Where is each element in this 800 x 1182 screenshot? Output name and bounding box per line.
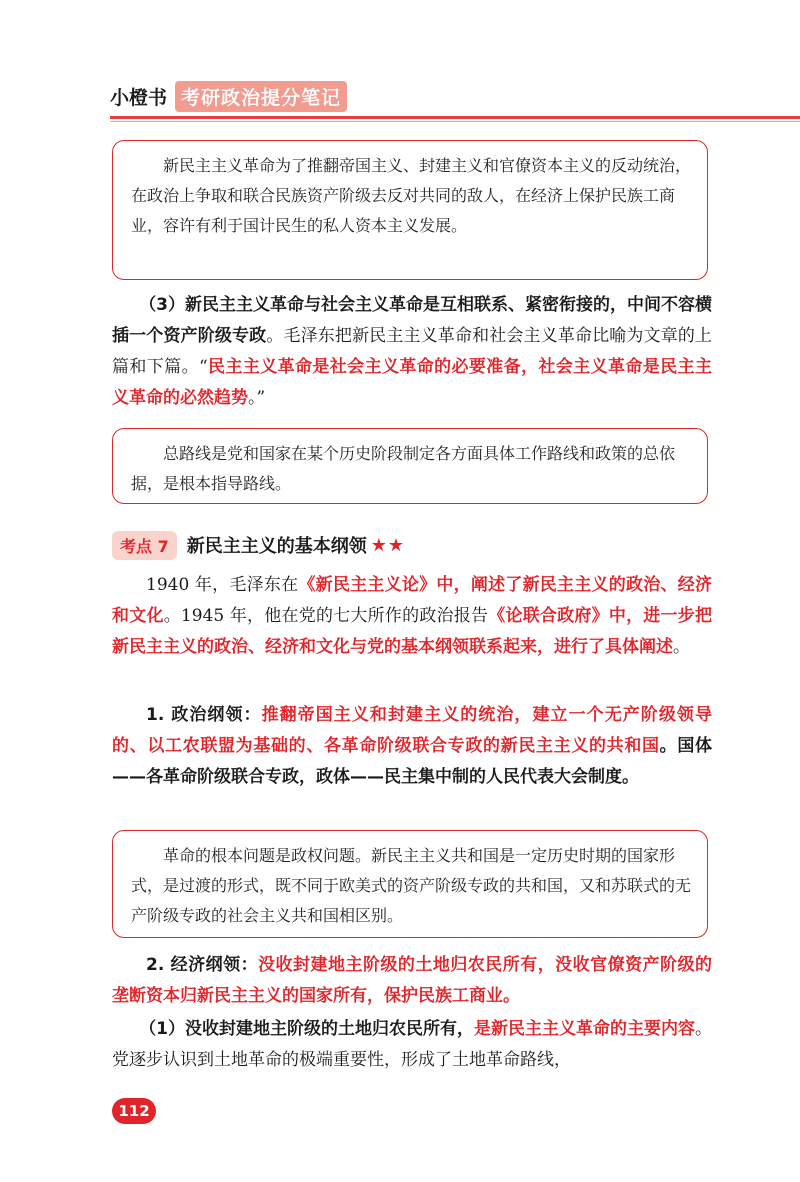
note-box-3: [112, 830, 708, 938]
page-number: 112: [112, 1098, 156, 1124]
exam-point-heading: [112, 530, 405, 560]
brand-name: 小橙书: [110, 86, 168, 109]
red-highlight-text: 是新民主主义革命的主要内容: [474, 1019, 696, 1039]
normal-text: 。”: [248, 388, 266, 408]
note-text: 新民主主义革命为了推翻帝国主义、封建主义和官僚资本主义的反动统治，在政治上争取和联合民族资产阶级去反对共同的敌人，在经济上保护民族工商业，容许有利于国计民生的私人资本主义发展。: [131, 156, 692, 235]
note-box-1: [112, 140, 708, 280]
star-rating-icon: ★★: [370, 534, 405, 556]
section-label: 2. 经济纲领：: [146, 955, 259, 975]
section-label: 1. 政治纲领：: [146, 705, 262, 725]
red-highlight-text: 民主主义革命是社会主义革命的必要准备，社会主义革命是民主主义革命的必然趋势: [112, 357, 712, 408]
note-text: 总路线是党和国家在某个历史阶段制定各方面具体工作路线和政策的总依据，是根本指导路线。: [131, 444, 676, 493]
header-divider: [110, 116, 800, 119]
bold-text: 。国体——各革命阶级联合专政，政体——民主集中制的人民代表大会制度。: [112, 736, 713, 787]
book-subtitle: 考研政治提分笔记: [175, 81, 347, 112]
paragraph-politics: [112, 700, 712, 793]
paragraph-economy: [112, 950, 712, 1012]
red-highlight-text: 没收封建地主阶级的土地归农民所有，没收官僚资产阶级的垄断资本归新民主主义的国家所有，保护民族工商业。: [112, 955, 712, 1006]
red-highlight-text: 推翻帝国主义和封建主义的统治，建立一个无产阶级领导的、以工农联盟为基础的、各革命阶级联合专政的新民主主义的共和国: [112, 705, 712, 756]
bold-text: （1）没收封建地主阶级的土地归农民所有，: [139, 1019, 475, 1039]
red-highlight-text: 《新民主主义论》中，阐述了新民主主义的政治、经济和文化: [112, 575, 713, 626]
note-box-2: [112, 428, 708, 504]
paragraph-3: [112, 290, 712, 414]
normal-text: 。: [673, 637, 690, 657]
exam-point-badge: 考点 7: [112, 531, 177, 560]
paragraph-land: [112, 1014, 712, 1076]
note-text: 革命的根本问题是政权问题。新民主主义共和国是一定历史时期的国家形式，是过渡的形式，既不同于欧美式的资产阶级专政的共和国，又和苏联式的无产阶级专政的社会主义共和国相区别。: [131, 846, 692, 925]
page-header: [110, 80, 347, 112]
normal-text: 1940 年，毛泽东在: [146, 575, 299, 595]
header-divider-thin: [110, 121, 800, 122]
paragraph-intro: [112, 570, 712, 663]
exam-point-title: 新民主主义的基本纲领: [186, 536, 367, 557]
normal-text: 。党逐步认识到土地革命的极端重要性，形成了土地革命路线，: [112, 1019, 713, 1070]
red-highlight-text: 《论联合政府》中，进一步把新民主主义的政治、经济和文化与党的基本纲领联系起来，进行了具体阐述: [112, 606, 712, 657]
bold-text: （3）新民主主义革命与社会主义革命是互相联系、紧密衔接的，中间不容横插一个资产阶级专政: [112, 295, 713, 346]
normal-text: 。1945 年，他在党的七大所作的政治报告: [163, 606, 489, 626]
normal-text: 。毛泽东把新民主主义革命和社会主义革命比喻为文章的上篇和下篇。“: [112, 326, 713, 377]
